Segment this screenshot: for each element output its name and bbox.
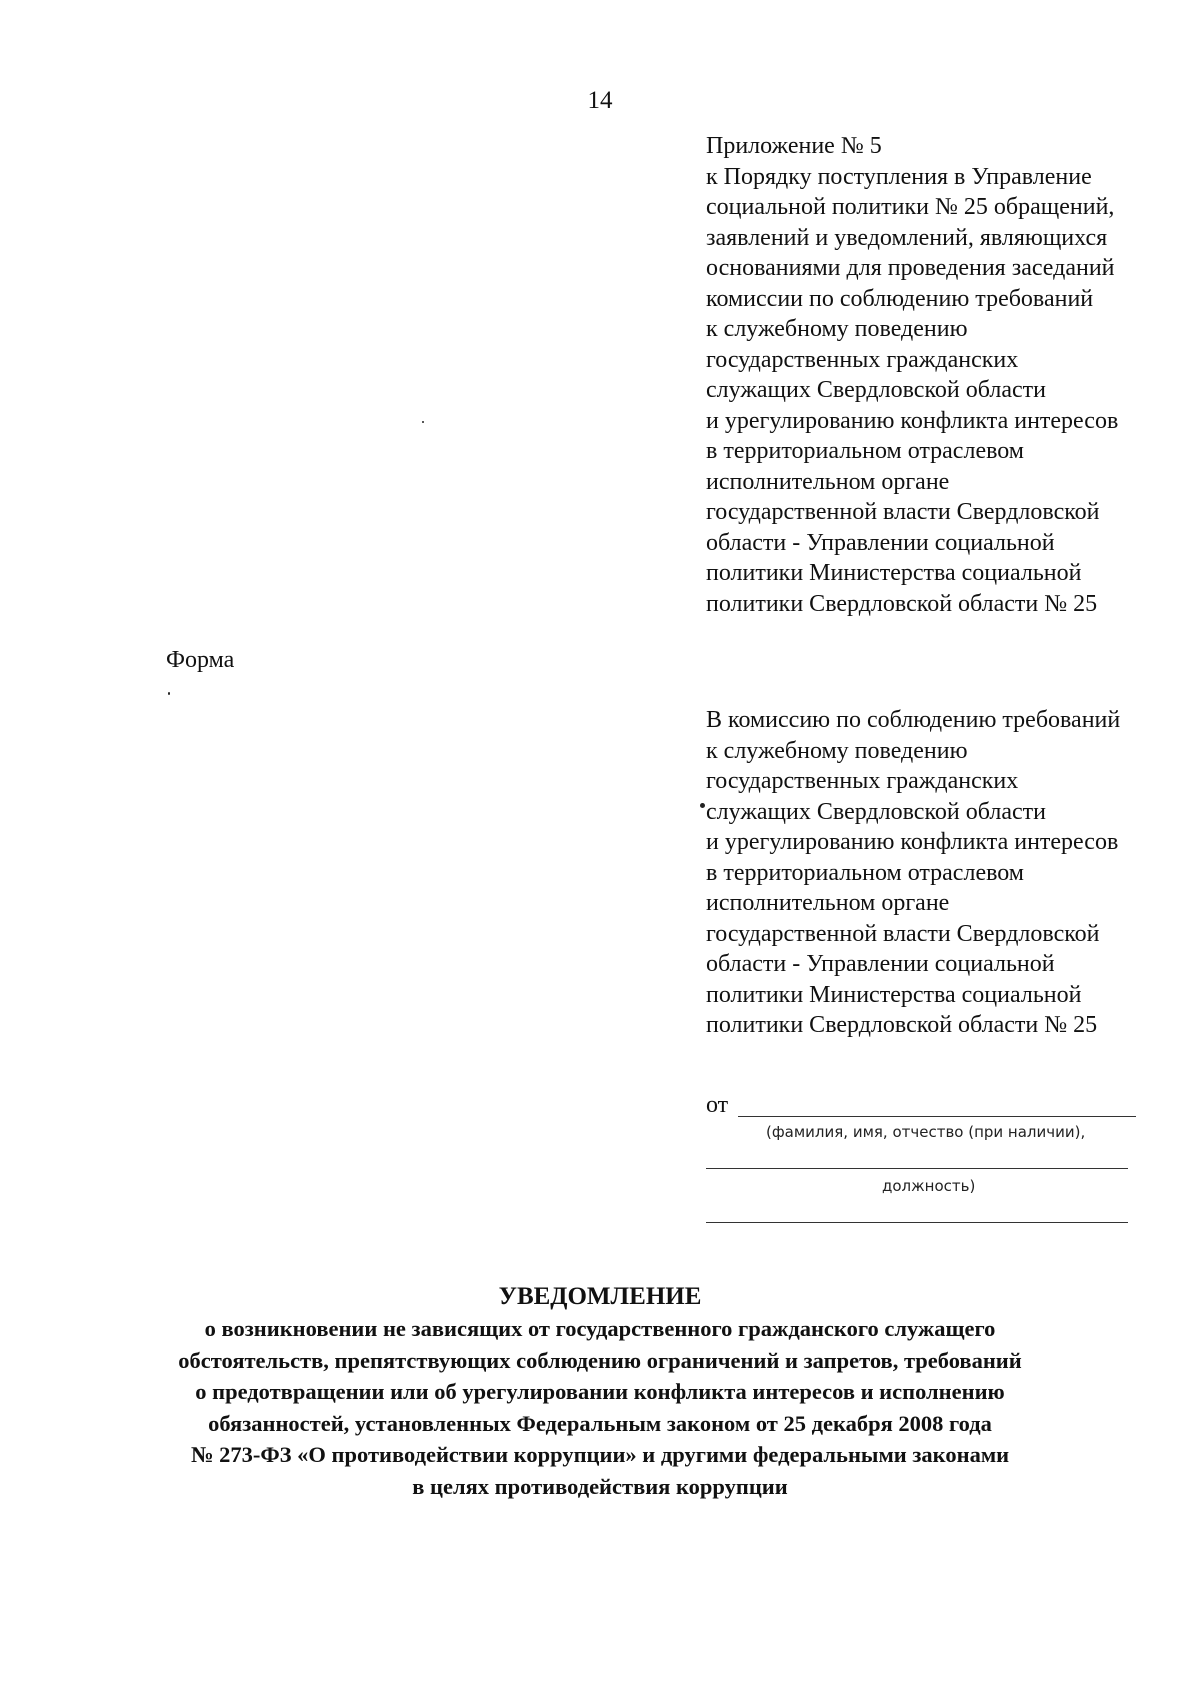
appendix-line: в территориальном отраслевом [706, 438, 1024, 464]
appendix-line: государственной власти Свердловской [706, 499, 1100, 525]
notice-subtitle-line: о предотвращении или об урегулировании конфликта интересов и исполнению [195, 1379, 1005, 1404]
addressee-line: к служебному поведению [706, 737, 968, 764]
from-field [706, 1090, 1136, 1120]
from-label: от [706, 1092, 729, 1118]
appendix-line: основаниями для проведения заседаний [706, 255, 1115, 281]
scan-speck [700, 803, 705, 808]
scan-speck [422, 421, 424, 423]
notice-subtitle-line: в целях противодействия коррупции [412, 1473, 788, 1499]
scan-speck [168, 692, 170, 695]
addressee-line: политики Министерства социальной [706, 981, 1082, 1008]
addressee-line: В комиссию по соблюдению требований [706, 707, 1121, 733]
appendix-line: служащих Свердловской области [706, 377, 1046, 403]
addressee-line: исполнительном органе [706, 890, 950, 916]
appendix-line: государственных гражданских [706, 346, 1019, 373]
from-name-line [738, 1116, 1136, 1117]
addressee-line: государственных гражданских [706, 768, 1019, 794]
form-label: Форма [166, 647, 235, 673]
position-line [706, 1168, 1128, 1169]
signature-line [706, 1222, 1128, 1223]
appendix-line: к Порядку поступления в Управление [706, 163, 1092, 190]
appendix-line: социальной политики № 25 обращений, [706, 194, 1115, 220]
addressee-line: служащих Свердловской области [706, 798, 1046, 825]
appendix-header [706, 131, 1176, 619]
addressee-line: государственной власти Свердловской [706, 920, 1100, 947]
addressee-block [706, 705, 1176, 1041]
addressee-line: и урегулированию конфликта интересов [706, 829, 1119, 855]
notice-subtitle-line: обстоятельств, препятствующих соблюдению ограничений и запретов, требований [178, 1347, 1022, 1373]
notice-subtitle [0, 1313, 1200, 1502]
caption-name: (фамилия, имя, отчество (при наличии), [766, 1123, 1086, 1141]
appendix-line: заявлений и уведомлений, являющихся [706, 224, 1108, 251]
appendix-line: политики Министерства социальной [706, 560, 1082, 586]
appendix-line: комиссии по соблюдению требований [706, 285, 1094, 312]
notice-subtitle-line: обязанностей, установленных Федеральным законом от 25 декабря 2008 года [208, 1410, 992, 1436]
appendix-line: и урегулированию конфликта интересов [706, 407, 1119, 434]
caption-position: должность) [882, 1177, 976, 1195]
addressee-line: политики Свердловской области № 25 [706, 1012, 1098, 1038]
notice-subtitle-line: о возникновении не зависящих от государственного гражданского служащего [204, 1316, 996, 1341]
appendix-line: политики Свердловской области № 25 [706, 590, 1098, 617]
page-number: 14 [587, 87, 613, 114]
appendix-line: Приложение № 5 [706, 133, 882, 159]
addressee-line: в территориальном отраслевом [706, 859, 1024, 886]
notice-title: УВЕДОМЛЕНИЕ [498, 1283, 702, 1310]
notice-subtitle-line: № 273-ФЗ «О противодействии коррупции» и другими федеральными законами [190, 1442, 1010, 1467]
appendix-line: к служебному поведению [706, 316, 968, 342]
addressee-line: области - Управлении социальной [706, 951, 1055, 977]
appendix-line: области - Управлении социальной [706, 529, 1055, 556]
appendix-line: исполнительном органе [706, 468, 950, 495]
